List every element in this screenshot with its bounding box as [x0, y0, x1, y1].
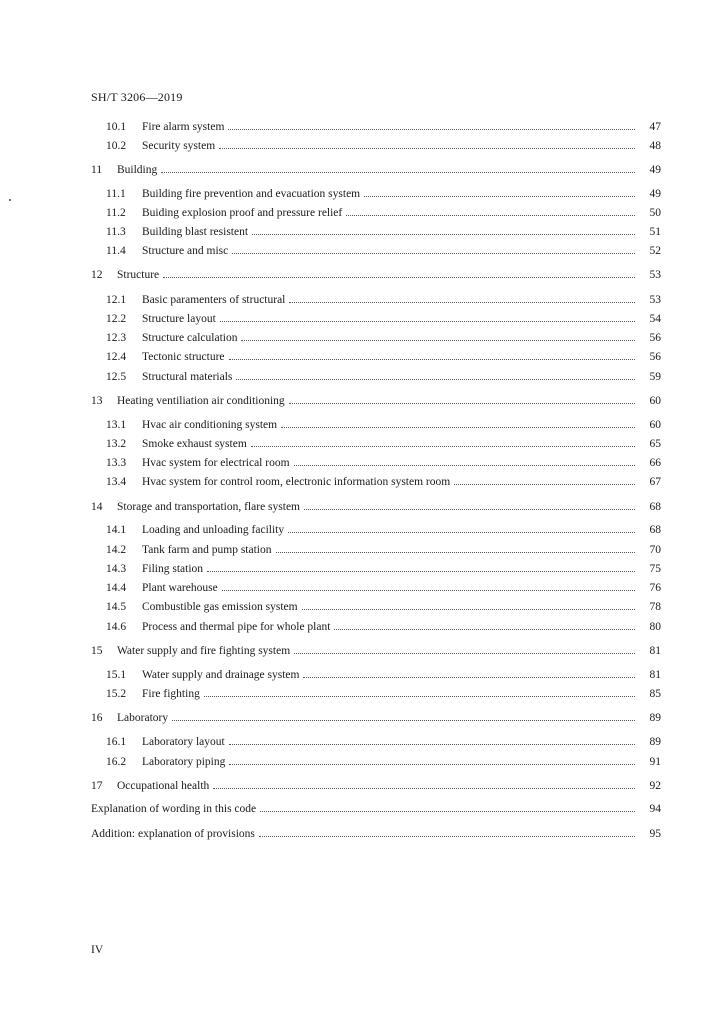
- toc-entry-page-number: 49: [649, 164, 661, 176]
- dot-leader: [289, 302, 635, 303]
- toc-entry-number: 12.2: [106, 313, 127, 325]
- toc-entry-page-number: 81: [649, 645, 661, 657]
- toc-entry-number: 12.1: [106, 294, 127, 306]
- dot-leader: [364, 196, 635, 197]
- toc-entry-page-number: 91: [649, 756, 661, 768]
- toc-entry-title: Smoke exhaust system: [142, 438, 247, 450]
- toc-entry[interactable]: [106, 223, 661, 239]
- toc-entry-number: 16.2: [106, 756, 127, 768]
- toc-entry[interactable]: [106, 435, 661, 451]
- dot-leader: [302, 609, 635, 610]
- toc-entry-page-number: 78: [649, 601, 661, 613]
- dot-leader: [229, 359, 635, 360]
- toc-entry-page-number: 53: [649, 294, 661, 306]
- toc-entry-title: Security system: [142, 140, 216, 152]
- toc-entry[interactable]: [106, 242, 661, 258]
- toc-entry-page-number: 68: [649, 501, 661, 513]
- dot-leader: [304, 509, 635, 510]
- toc-entry-number: 14.1: [106, 524, 127, 536]
- dot-leader: [454, 484, 635, 485]
- dot-leader: [276, 552, 636, 553]
- toc-entry-page-number: 50: [649, 207, 661, 219]
- toc-entry[interactable]: [106, 753, 661, 769]
- toc-entry[interactable]: [106, 541, 661, 557]
- toc-entry-page-number: 67: [649, 476, 661, 488]
- toc-entry-page-number: 59: [649, 371, 661, 383]
- toc-entry-title: Hvac air conditioning system: [142, 419, 278, 431]
- toc-entry-title: Tank farm and pump station: [142, 544, 272, 556]
- dot-leader: [294, 465, 635, 466]
- toc-entry-title: Structure calculation: [142, 332, 238, 344]
- dot-leader: [161, 172, 635, 173]
- toc-entry-title: Combustible gas emission system: [142, 601, 298, 613]
- toc-entry-title: Tectonic structure: [142, 351, 225, 363]
- toc-entry[interactable]: [91, 709, 661, 725]
- toc-entry-number: 11.4: [106, 245, 126, 257]
- toc-entry-number: 15.2: [106, 688, 127, 700]
- toc-entry-title: Process and thermal pipe for whole plant: [142, 621, 331, 633]
- toc-entry-number: 16.1: [106, 736, 127, 748]
- dot-leader: [281, 427, 635, 428]
- toc-entry-title: Basic paramenters of structural: [142, 294, 286, 306]
- toc-entry-number: 14.2: [106, 544, 127, 556]
- toc-entry-title: Hvac system for electrical room: [142, 457, 290, 469]
- toc-entry-page-number: 76: [649, 582, 661, 594]
- toc-entry[interactable]: [106, 685, 661, 701]
- toc-entry[interactable]: [91, 266, 661, 282]
- toc-entry-number: 15: [91, 645, 103, 657]
- toc-entry-title: Filing station: [142, 563, 204, 575]
- toc-entry[interactable]: [106, 521, 661, 537]
- toc-entry-number: 11.2: [106, 207, 126, 219]
- toc-entry[interactable]: [106, 473, 661, 489]
- toc-entry-number: 11.1: [106, 188, 126, 200]
- dot-leader: [172, 720, 635, 721]
- toc-entry[interactable]: [106, 348, 661, 364]
- toc-entry-page-number: 68: [649, 524, 661, 536]
- dot-leader: [288, 532, 635, 533]
- toc-entry-number: 10.1: [106, 121, 127, 133]
- toc-entry[interactable]: [106, 291, 661, 307]
- dot-leader: [251, 446, 635, 447]
- toc-entry-page-number: 53: [649, 269, 661, 281]
- toc-entry[interactable]: [106, 329, 661, 345]
- toc-entry-page-number: 54: [649, 313, 661, 325]
- toc-entry-title: Structure layout: [142, 313, 216, 325]
- toc-entry-title: Plant warehouse: [142, 582, 218, 594]
- toc-entry-page-number: 92: [649, 780, 661, 792]
- dot-leader: [220, 321, 635, 322]
- dot-leader: [260, 811, 635, 812]
- dot-leader: [289, 403, 635, 404]
- dot-leader: [236, 379, 635, 380]
- scan-speck: [9, 199, 11, 201]
- dot-leader: [241, 340, 635, 341]
- dot-leader: [252, 234, 635, 235]
- toc-entry-number: 14.6: [106, 621, 127, 633]
- toc-entry[interactable]: [106, 579, 661, 595]
- dot-leader: [229, 764, 635, 765]
- toc-entry-number: 14.5: [106, 601, 127, 613]
- toc-entry-title: Laboratory layout: [142, 736, 225, 748]
- toc-entry-page-number: 60: [649, 419, 661, 431]
- dot-leader: [204, 696, 635, 697]
- toc-entry-title: Addition: explanation of provisions: [91, 828, 255, 840]
- toc-entry-title: Hvac system for control room, electronic information system room: [142, 476, 451, 488]
- toc-entry-title: Laboratory: [117, 712, 169, 724]
- toc-entry[interactable]: [106, 416, 661, 432]
- dot-leader: [213, 788, 635, 789]
- toc-entry-title: Building blast resistent: [142, 226, 249, 238]
- toc-entry-title: Storage and transportation, flare system: [117, 501, 300, 513]
- document-code-header: SH/T 3206—2019: [91, 90, 183, 104]
- toc-entry-number: 11.3: [106, 226, 126, 238]
- toc-entry[interactable]: [91, 498, 661, 514]
- toc-entry-page-number: 56: [649, 351, 661, 363]
- toc-entry-number: 14.3: [106, 563, 127, 575]
- dot-leader: [229, 744, 635, 745]
- toc-entry[interactable]: [91, 800, 661, 816]
- toc-entry-title: Building: [117, 164, 158, 176]
- dot-leader: [222, 590, 635, 591]
- toc-entry-number: 13.3: [106, 457, 127, 469]
- toc-entry-page-number: 89: [649, 712, 661, 724]
- toc-entry-page-number: 75: [649, 563, 661, 575]
- toc-entry[interactable]: [106, 310, 661, 326]
- toc-entry-number: 14: [91, 501, 103, 513]
- toc-entry-page-number: 80: [649, 621, 661, 633]
- toc-entry-page-number: 95: [649, 828, 661, 840]
- toc-entry[interactable]: [91, 642, 661, 658]
- dot-leader: [207, 571, 635, 572]
- toc-entry-number: 12.5: [106, 371, 127, 383]
- dot-leader: [228, 129, 635, 130]
- toc-entry[interactable]: [106, 560, 661, 576]
- toc-entry-number: 12.3: [106, 332, 127, 344]
- toc-entry-title: Structural materials: [142, 371, 233, 383]
- dot-leader: [346, 215, 635, 216]
- toc-entry[interactable]: [106, 204, 661, 220]
- toc-entry-number: 13.4: [106, 476, 127, 488]
- toc-entry-page-number: 60: [649, 395, 661, 407]
- toc-entry-number: 15.1: [106, 669, 127, 681]
- toc-entry-number: 13.1: [106, 419, 127, 431]
- toc-entry[interactable]: [106, 185, 661, 201]
- toc-entry-page-number: 47: [649, 121, 661, 133]
- toc-entry-title: Occupational health: [117, 780, 210, 792]
- page-number-footer: IV: [91, 944, 104, 956]
- toc-entry-page-number: 65: [649, 438, 661, 450]
- toc-entry-page-number: 49: [649, 188, 661, 200]
- toc-entry-page-number: 48: [649, 140, 661, 152]
- toc-entry-page-number: 70: [649, 544, 661, 556]
- dot-leader: [219, 148, 635, 149]
- toc-entry[interactable]: [91, 392, 661, 408]
- toc-entry-title: Water supply and drainage system: [142, 669, 300, 681]
- dot-leader: [303, 677, 635, 678]
- toc-entry-title: Buiding explosion proof and pressure relief: [142, 207, 343, 219]
- toc-entry-number: 11: [91, 164, 103, 176]
- toc-entry-number: 16: [91, 712, 103, 724]
- toc-entry-page-number: 56: [649, 332, 661, 344]
- toc-entry-number: 13.2: [106, 438, 127, 450]
- toc-entry-page-number: 66: [649, 457, 661, 469]
- toc-entry[interactable]: [106, 666, 661, 682]
- toc-entry-page-number: 81: [649, 669, 661, 681]
- toc-entry-title: Laboratory piping: [142, 756, 226, 768]
- toc-entry-title: Fire fighting: [142, 688, 200, 700]
- toc-entry[interactable]: [91, 161, 661, 177]
- toc-entry[interactable]: [106, 454, 661, 470]
- dot-leader: [232, 253, 635, 254]
- toc-entry-title: Building fire prevention and evacuation system: [142, 188, 361, 200]
- toc-entry[interactable]: [106, 118, 661, 134]
- toc-entry[interactable]: [106, 137, 661, 153]
- toc-entry-page-number: 52: [649, 245, 661, 257]
- toc-entry-number: 12.4: [106, 351, 127, 363]
- toc-entry-page-number: 85: [649, 688, 661, 700]
- toc-entry-title: Loading and unloading facility: [142, 524, 285, 536]
- toc-entry-title: Fire alarm system: [142, 121, 225, 133]
- toc-entry-title: Structure: [117, 269, 160, 281]
- dot-leader: [334, 629, 635, 630]
- toc-entry[interactable]: [91, 825, 661, 841]
- toc-entry-title: Structure and misc: [142, 245, 229, 257]
- toc-entry-page-number: 51: [649, 226, 661, 238]
- dot-leader: [294, 653, 635, 654]
- toc-entry-title: Water supply and fire fighting system: [117, 645, 291, 657]
- toc-entry[interactable]: [106, 618, 661, 634]
- toc-entry[interactable]: [106, 368, 661, 384]
- toc-entry-number: 17: [91, 780, 103, 792]
- toc-entry-title: Heating ventiliation air conditioning: [117, 395, 285, 407]
- toc-entry-number: 10.2: [106, 140, 127, 152]
- toc-entry[interactable]: [106, 598, 661, 614]
- toc-entry-page-number: 89: [649, 736, 661, 748]
- dot-leader: [163, 277, 635, 278]
- toc-entry-number: 12: [91, 269, 103, 281]
- toc-entry-title: Explanation of wording in this code: [91, 803, 257, 815]
- toc-entry[interactable]: [106, 733, 661, 749]
- toc-entry-page-number: 94: [649, 803, 661, 815]
- toc-entry-number: 14.4: [106, 582, 127, 594]
- toc-entry[interactable]: [91, 777, 661, 793]
- dot-leader: [259, 836, 635, 837]
- toc-entry-number: 13: [91, 395, 103, 407]
